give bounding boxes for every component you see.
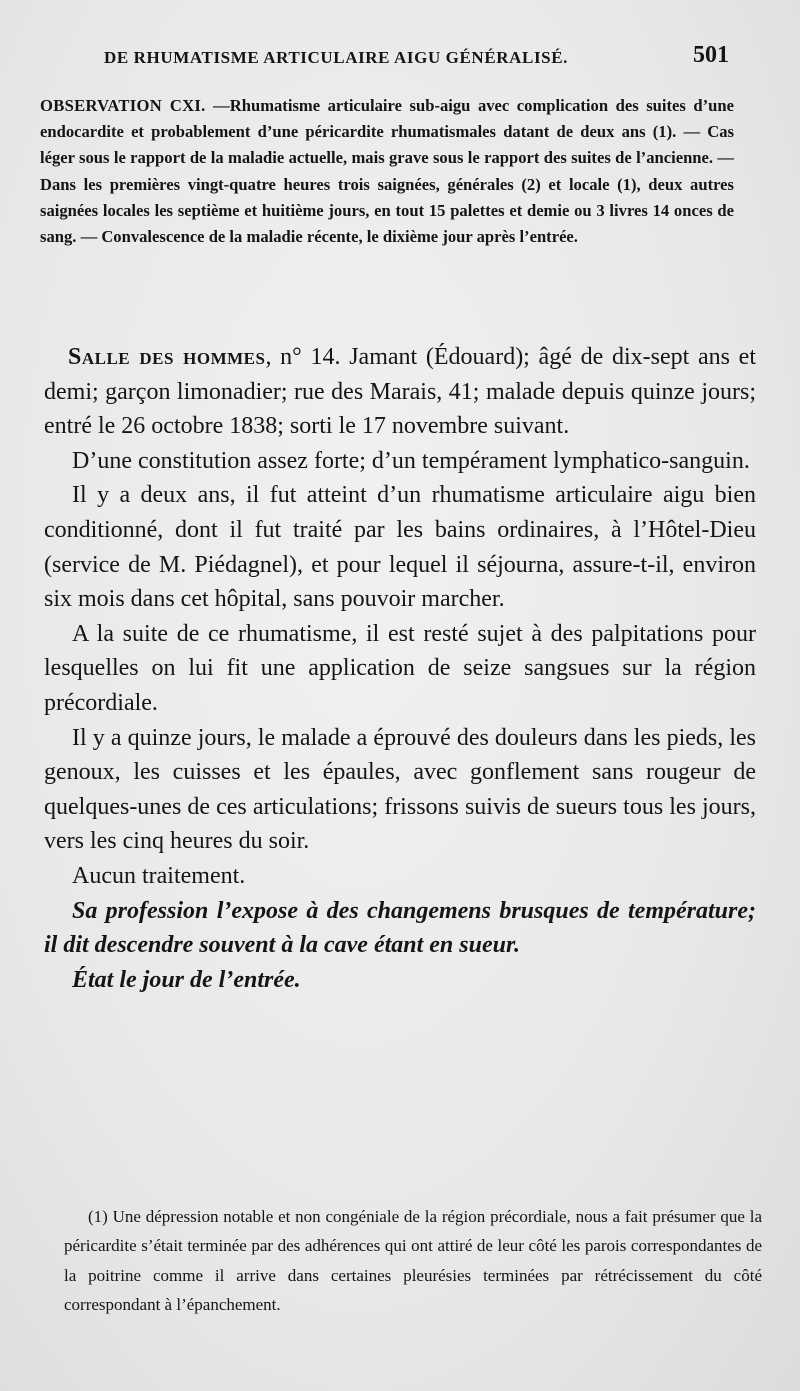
observation-label: OBSERVATION CXI. bbox=[40, 96, 206, 115]
page-header bbox=[104, 44, 729, 74]
paragraph-history: Il y a deux ans, il fut atteint d’un rhumatisme articulaire aigu bien conditionné, dont il fut traité par les bains ordinaires, à l’Hôtel-Dieu (service de M. Piédagnel), et pour lequel il séjourna, assure-t-il, environ six mois dans cet hôpital, sans pouvoir marcher. bbox=[44, 482, 756, 613]
paragraph-state-heading: État le jour de l’entrée. bbox=[72, 966, 301, 993]
observation-summary bbox=[40, 93, 734, 250]
paragraph-treatment: Aucun traitement. bbox=[72, 862, 246, 889]
page-number: 501 bbox=[693, 42, 729, 68]
paragraph-profession: Sa profession l’expose à des changemens brusques de température; il dit descendre souvent à la cave étant en sueur. bbox=[44, 897, 756, 959]
paragraph-patient-info bbox=[44, 340, 756, 444]
running-title: DE RHUMATISME ARTICULAIRE AIGU GÉNÉRALISÉ. bbox=[104, 48, 569, 67]
patient-info-text: , n° 14. Jamant (Édouard); âgé de dix-sept ans et demi; garçon limonadier; rue des Marais, 41; malade depuis quinze jours; entré le 26 octobre 1838; sorti le 17 novembre suivant. bbox=[44, 344, 756, 440]
main-text bbox=[44, 340, 756, 997]
paragraph-symptoms: Il y a quinze jours, le malade a éprouvé des douleurs dans les pieds, les genoux, les cuisses et les épaules, avec gonflement sans rougeur de quelques-unes de ces articulations; frissons suivis de sueurs tous les jours, vers les cinq heures du soir. bbox=[44, 724, 756, 855]
footnote-text: (1) Une dépression notable et non congéniale de la région précordiale, nous a fait présumer que la péricardite s’était terminée par des adhérences qui ont attiré de leur côté les parois correspondantes de la poitrine comme il arrive dans certaines pleurésies terminées par rétrécissement du côté correspondant à l’épanchement. bbox=[64, 1207, 762, 1315]
paragraph-palpitations: A la suite de ce rhumatisme, il est resté sujet à des palpitations pour lesquelles on lui fit une application de seize sangsues sur la région précordiale. bbox=[44, 620, 756, 716]
paragraph-constitution: D’une constitution assez forte; d’un tempérament lymphatico-sanguin. bbox=[72, 447, 750, 474]
ward-label: Salle des hommes bbox=[68, 344, 266, 370]
observation-summary-text: —Rhumatisme articulaire sub-aigu avec complication des suites d’une endocardite et probablement d’une péricardite rhumatismales datant de deux ans (1). — Cas léger sous le rapport de la maladie actuelle, mais grave sous le rapport des suites de l’ancienne. — Dans les premières vingt-quatre heures trois saignées, générales (2) et locale (1), deux autres saignées locales les septième et huitième jours, en tout 15 palettes et demie ou 3 livres 14 onces de sang. — Convalescence de la maladie récente, le dixième jour après l’entrée. bbox=[40, 96, 734, 247]
footnote bbox=[64, 1202, 762, 1320]
